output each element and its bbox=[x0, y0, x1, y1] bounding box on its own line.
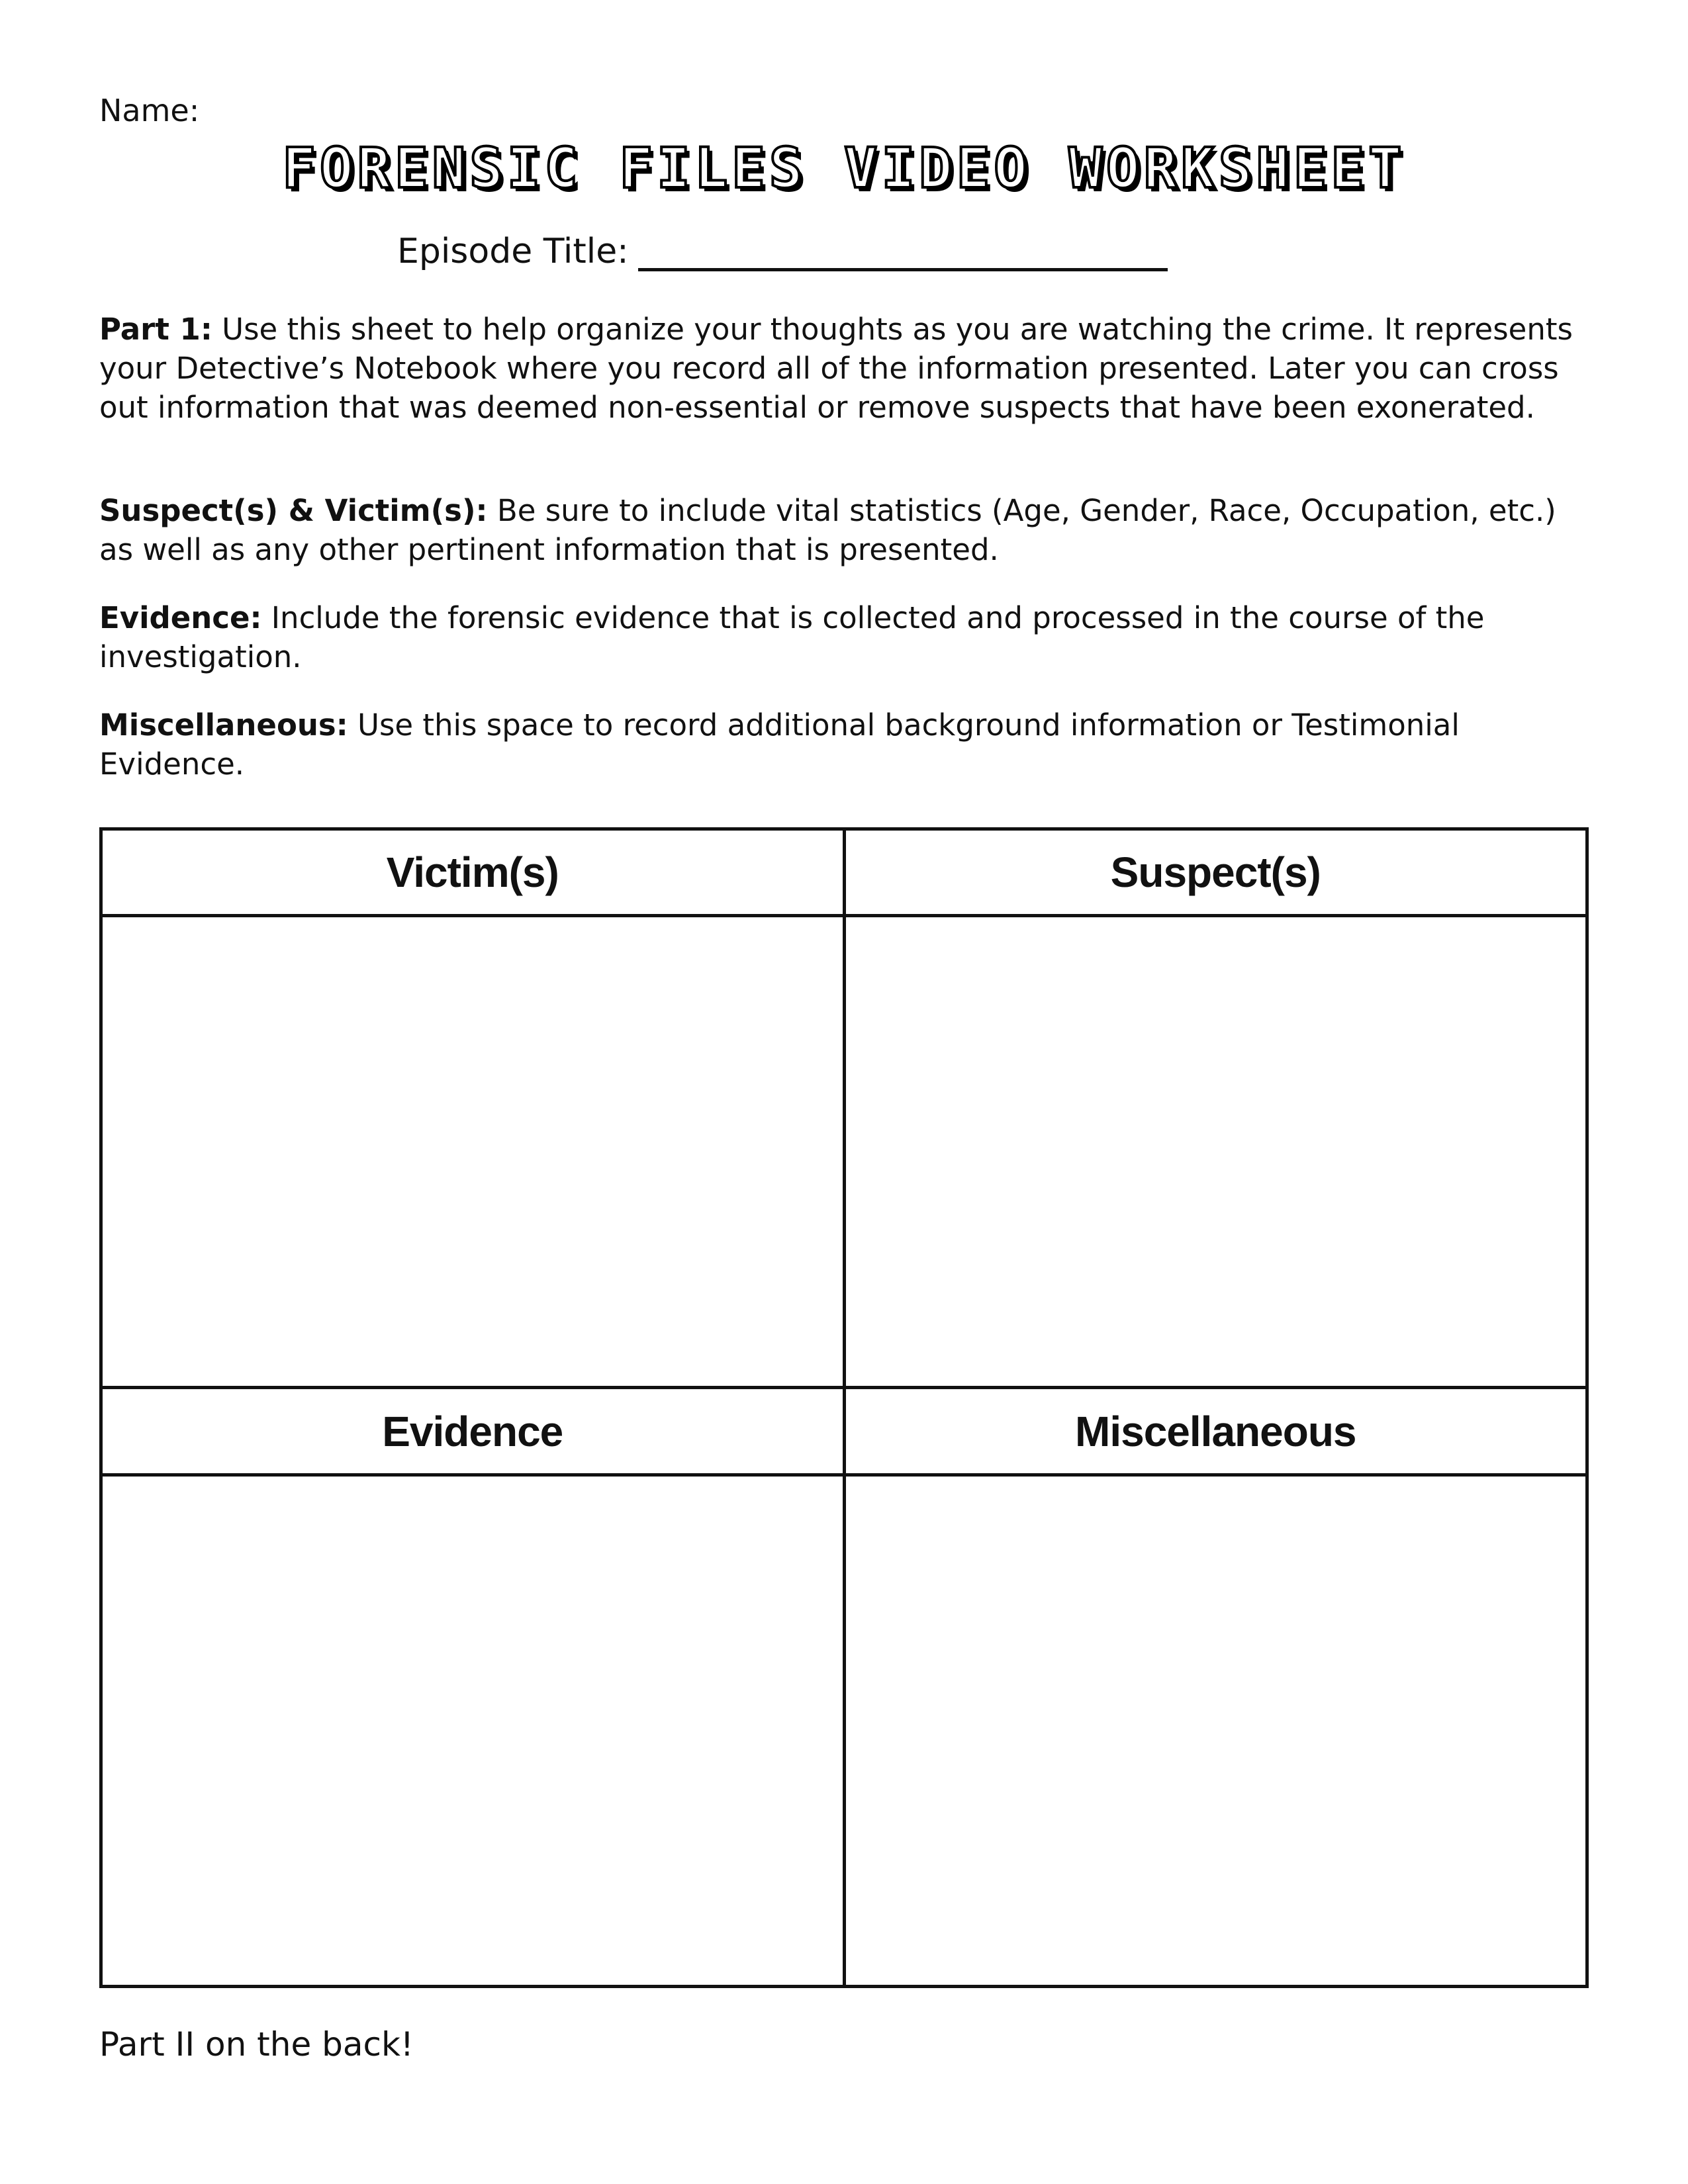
victims-header: Victim(s) bbox=[101, 829, 845, 916]
instruction-label: Miscellaneous: bbox=[99, 707, 348, 743]
instruction-evidence bbox=[99, 598, 1589, 676]
miscellaneous-notes-box[interactable] bbox=[844, 1475, 1587, 1986]
instruction-label: Evidence: bbox=[99, 600, 262, 635]
instruction-text: Use this space to record additional background information or Testimonial Evidence. bbox=[99, 707, 1460, 782]
instruction-text: Include the forensic evidence that is collected and processed in the course of the investigation. bbox=[99, 600, 1485, 674]
instruction-miscellaneous bbox=[99, 705, 1589, 784]
instruction-text: Use this sheet to help organize your thoughts as you are watching the crime. It represents your Detective’s Notebook where you record all of the information presented. Later you can cross out information that was deemed non-essential or remove suspects that have been exonerated. bbox=[99, 312, 1573, 425]
worksheet-title: FORENSIC FILES VIDEO WORKSHEET bbox=[282, 136, 1406, 201]
suspects-header: Suspect(s) bbox=[844, 829, 1587, 916]
name-label: Name: bbox=[99, 93, 200, 128]
victims-notes-box[interactable] bbox=[101, 916, 845, 1388]
instruction-text: Be sure to include vital statistics (Age, Gender, Race, Occupation, etc.) as well as any other pertinent information that is presented. bbox=[99, 493, 1556, 567]
evidence-header: Evidence bbox=[101, 1388, 845, 1475]
suspects-notes-box[interactable] bbox=[844, 916, 1587, 1388]
episode-title-blank[interactable] bbox=[638, 234, 1168, 271]
miscellaneous-header: Miscellaneous bbox=[844, 1388, 1587, 1475]
instruction-suspects-victims bbox=[99, 491, 1589, 569]
notes-table bbox=[99, 827, 1589, 1988]
instruction-part1 bbox=[99, 310, 1589, 427]
episode-title-row bbox=[397, 232, 1168, 271]
evidence-notes-box[interactable] bbox=[101, 1475, 845, 1986]
instruction-label: Part 1: bbox=[99, 312, 212, 347]
footer-note: Part II on the back! bbox=[99, 2025, 414, 2064]
episode-title-label: Episode Title: bbox=[397, 232, 629, 271]
instruction-label: Suspect(s) & Victim(s): bbox=[99, 493, 488, 528]
